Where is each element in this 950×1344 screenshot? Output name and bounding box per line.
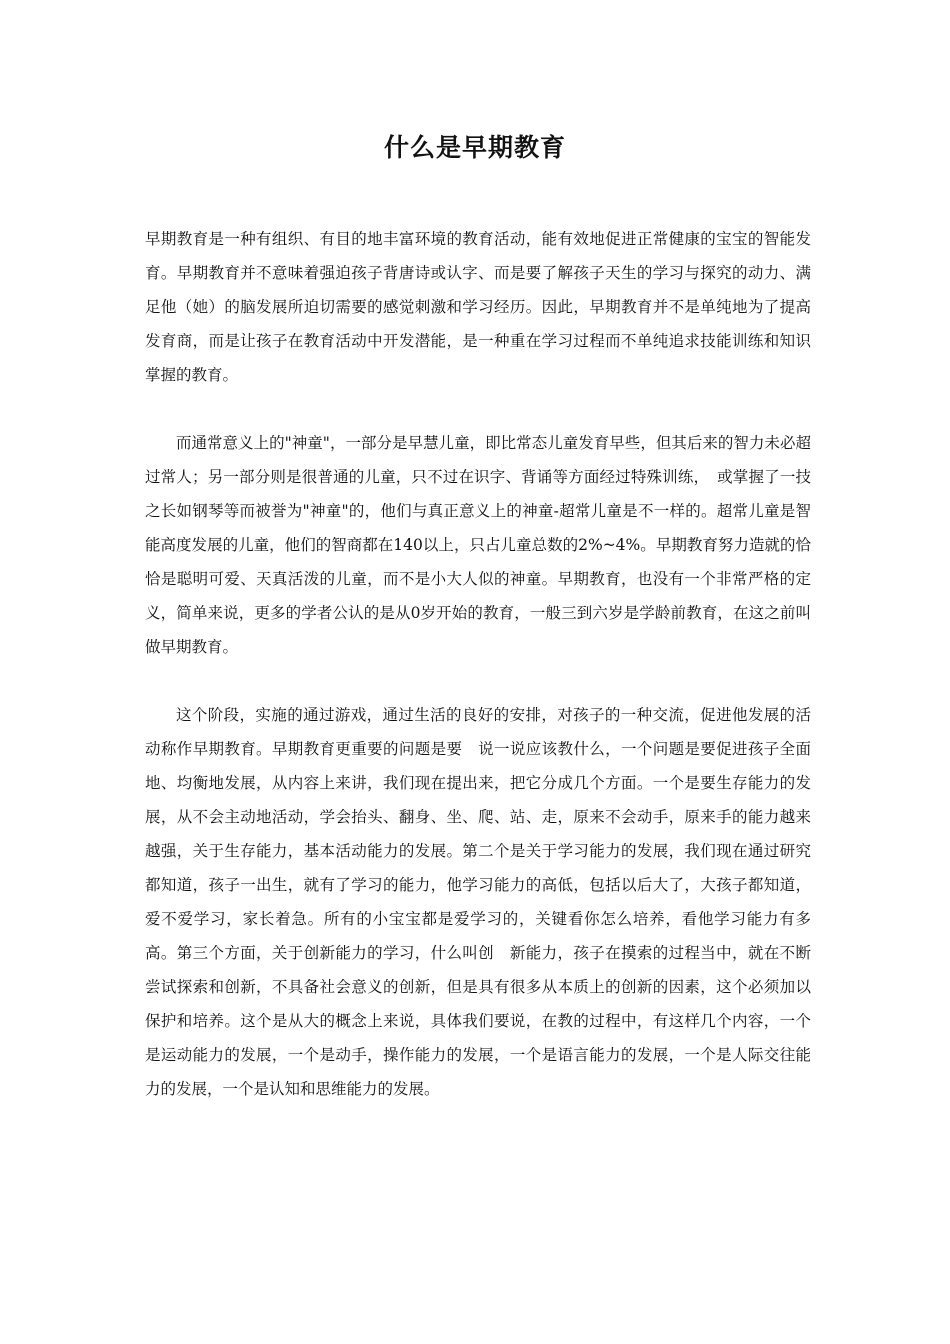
document-body — [145, 222, 811, 1106]
paragraph-definition: 早期教育是一种有组织、有目的地丰富环境的教育活动，能有效地促进正常健康的宝宝的智能发育。早期教育并不意味着强迫孩子背唐诗或认字、而是要了解孩子天生的学习与探究的动力、满足他（她）的脑发展所迫切需要的感觉刺激和学习经历。因此，早期教育并不是单纯地为了提高发育商，而是让孩子在教育活动中开发潜能，是一种重在学习过程而不单纯追求技能训练和知识掌握的教育。 — [145, 230, 811, 384]
paragraph-prodigy: 而通常意义上的"神童"，一部分是早慧儿童，即比常态儿童发育早些，但其后来的智力未必超过常人；另一部分则是很普通的儿童，只不过在识字、背诵等方面经过特殊训练， 或掌握了一技之长如钢琴等而被誉为"神童"的，他们与真正意义上的神童-超常儿童是不一样的。超常儿童是智能高度发展的儿童，他们的智商都在140以上，只占儿童总数的2%~4%。早期教育努力造就的恰恰是聪明可爱、天真活泼的儿童，而不是小大人似的神童。早期教育，也没有一个非常严格的定义，简单来说，更多的学者公认的是从0岁开始的教育，一般三到六岁是学龄前教育，在这之前叫做早期教育。 — [145, 434, 811, 656]
paragraph-stage: 这个阶段，实施的通过游戏，通过生活的良好的安排，对孩子的一种交流，促进他发展的活动称作早期教育。早期教育更重要的问题是要 说一说应该教什么，一个问题是要促进孩子全面地、均衡地发展，从内容上来讲，我们现在提出来，把它分成几个方面。一个是要生存能力的发展，从不会主动地活动，学会抬头、翻身、坐、爬、站、走，原来不会动手，原来手的能力越来越强，关于生存能力，基本活动能力的发展。第二个是关于学习能力的发展，我们现在通过研究都知道，孩子一出生，就有了学习的能力，他学习能力的高低，包括以后大了，大孩子都知道，爱不爱学习，家长着急。所有的小宝宝都是爱学习的，关键看你怎么培养，看他学习能力有多高。第三个方面，关于创新能力的学习，什么叫创 新能力，孩子在摸索的过程当中，就在不断尝试探索和创新，不具备社会意义的创新，但是具有很多从本质上的创新的因素，这个必须加以保护和培养。这个是从大的概念上来说，具体我们要说，在教的过程中，有这样几个内容，一个是运动能力的发展，一个是动手，操作能力的发展，一个是语言能力的发展，一个是人际交往能力的发展，一个是认知和思维能力的发展。 — [145, 706, 811, 1098]
document-title: 什么是早期教育 — [383, 133, 566, 162]
